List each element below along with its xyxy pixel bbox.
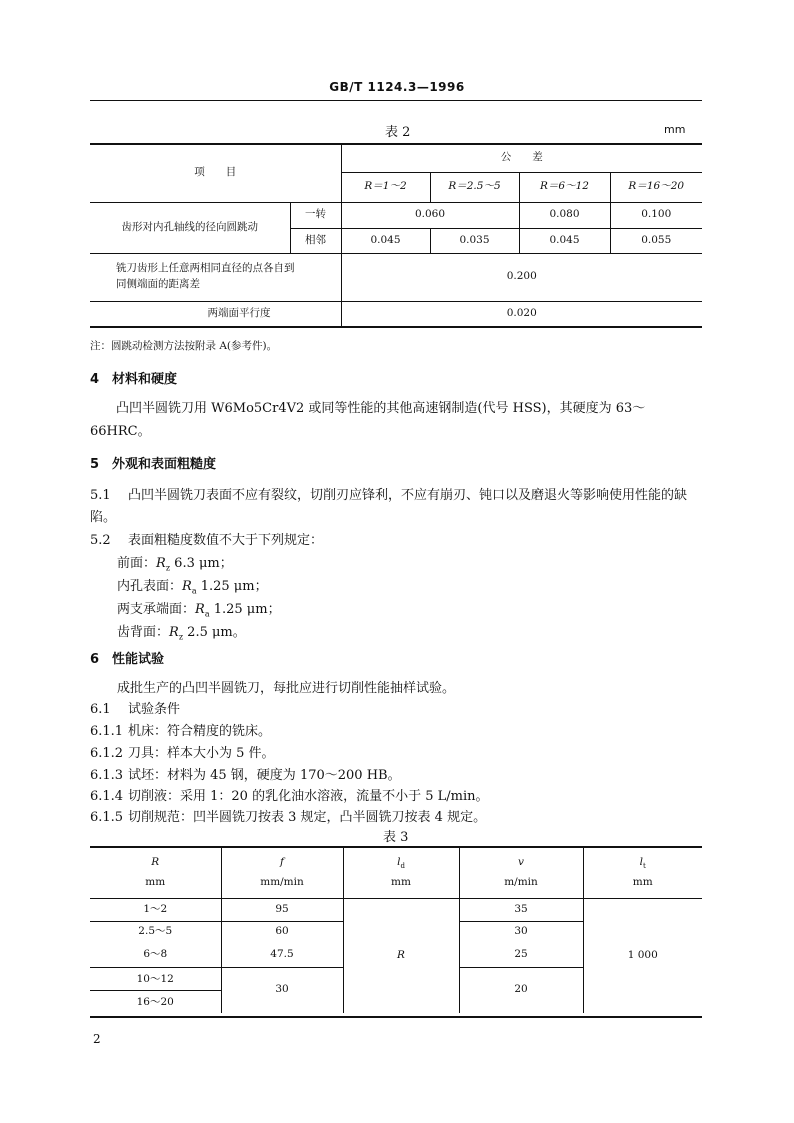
section-title: 外观和表面粗糙度 <box>112 457 217 472</box>
table2-cell: 0.080 <box>519 202 610 228</box>
section-number: 5 <box>90 457 100 472</box>
table2-tolerance-header: 公 差 <box>341 144 702 172</box>
clause-text: 试坯：材料为 45 钢，硬度为 170～200 HB。 <box>128 768 401 783</box>
table2-r-col-2: R＝2.5～5 <box>430 172 519 202</box>
section-title: 材料和硬度 <box>112 372 178 387</box>
table3-col-ld <box>343 847 459 898</box>
clause-number: 6.1.4 <box>90 789 124 804</box>
table2-r-col-3: R＝6～12 <box>519 172 610 202</box>
table3-cell: 30 <box>459 921 583 943</box>
roughness-subscript: a <box>191 586 197 596</box>
roughness-subscript: z <box>165 563 171 573</box>
clause-6-1-5 <box>90 806 486 825</box>
table2-sub-one-turn: 一转 <box>290 202 341 228</box>
clause-6-1-4 <box>90 785 488 804</box>
roughness-name: 齿背面： <box>117 625 170 640</box>
column-unit: mm <box>391 876 411 889</box>
table2-cell: 0.100 <box>610 202 702 228</box>
table2-cell: 0.020 <box>341 301 702 327</box>
table2-item-header: 项 目 <box>90 144 341 202</box>
roughness-value: 6.3 μm； <box>174 556 233 571</box>
table2-radial-runout-label: 齿形对内孔轴线的径向圆跳动 <box>90 202 290 253</box>
table-2 <box>90 143 702 328</box>
table3-cell: 47.5 <box>221 943 343 967</box>
table2-distance-label-line1: 铣刀齿形上任意两相同直径的点各自到 <box>116 262 295 275</box>
table3-cell: 1 000 <box>583 898 702 1013</box>
column-symbol: f <box>280 856 284 868</box>
table3-col-f <box>221 847 343 898</box>
clause-text: 凸凹半圆铣刀表面不应有裂纹，切削刃应锋利，不应有崩刃、钝口以及磨退火等影响使用性能的缺 <box>128 488 688 503</box>
page-number: 2 <box>93 1032 101 1046</box>
table2-cell: 0.060 <box>341 202 519 228</box>
roughness-symbol: R <box>195 602 205 617</box>
table2-unit: mm <box>664 123 686 136</box>
table3-r-pair <box>90 967 221 1013</box>
clause-number: 6.1.5 <box>90 810 124 825</box>
clause-number: 6.1.3 <box>90 768 124 783</box>
section-4-paragraph <box>90 397 702 443</box>
table3-cell: 1～2 <box>90 898 221 921</box>
table2-cell: 0.200 <box>341 253 702 301</box>
clause-text: 切削液：采用 1：20 的乳化油水溶液，流量不小于 5 L/min。 <box>128 789 489 804</box>
column-symbol: R <box>151 856 160 868</box>
clause-6-1-1 <box>90 720 271 739</box>
column-subscript: t <box>643 861 646 870</box>
clause-6-1-3 <box>90 764 401 783</box>
clause-5-2 <box>90 529 323 548</box>
roughness-value: 1.25 μm； <box>200 579 268 594</box>
roughness-symbol: R <box>156 556 166 571</box>
roughness-symbol: R <box>169 625 179 640</box>
table2-cell: 0.045 <box>341 228 430 253</box>
table2-r-col-1: R＝1～2 <box>341 172 430 202</box>
table3-caption: 表 3 <box>383 830 409 845</box>
section-6-intro: 成批生产的凸凹半圆铣刀，每批应进行切削性能抽样试验。 <box>117 681 456 696</box>
table3-cell: 16～20 <box>136 995 174 1008</box>
clause-text: 刀具：样本大小为 5 件。 <box>128 746 275 761</box>
paragraph-line: 凸凹半圆铣刀用 W6Mo5Cr4V2 或同等性能的其他高速钢制造(代号 HSS)，其硬度为 63～ <box>116 401 646 416</box>
clause-5-1 <box>90 484 687 503</box>
table-3 <box>90 846 702 1013</box>
table3-cell: 20 <box>459 967 583 1013</box>
roughness-name: 两支承端面： <box>117 602 196 617</box>
roughness-subscript: a <box>204 609 210 619</box>
column-symbol: l <box>639 855 644 868</box>
table2-sub-adjacent: 相邻 <box>290 228 341 253</box>
table2-note: 注：圆跳动检测方法按附录 A(参考件)。 <box>90 340 278 352</box>
table2-distance-label <box>90 253 341 301</box>
table3-cell: 95 <box>221 898 343 921</box>
table3-col-v <box>459 847 583 898</box>
table2-distance-label-line2: 同侧端面的距离差 <box>116 278 200 290</box>
column-symbol: l <box>397 855 401 868</box>
roughness-item <box>117 598 281 619</box>
column-unit: mm <box>145 875 166 888</box>
paragraph-line: 66HRC。 <box>90 424 151 439</box>
roughness-value: 1.25 μm； <box>213 602 281 617</box>
table3-bottom-rule <box>90 1016 702 1018</box>
table3-cell: 35 <box>459 898 583 921</box>
table3-cell: 30 <box>221 967 343 1013</box>
header-rule <box>90 100 702 101</box>
table2-cell: 0.035 <box>430 228 519 253</box>
roughness-item <box>117 552 233 573</box>
table3-cell: 6～8 <box>143 947 168 960</box>
clause-text: 试验条件 <box>128 702 181 717</box>
roughness-value: 2.5 μm。 <box>187 625 246 640</box>
roughness-subscript: z <box>178 632 184 642</box>
column-unit: mm/min <box>260 875 304 888</box>
section-6-heading <box>90 648 164 667</box>
table3-cell: 10～12 <box>90 968 221 991</box>
clause-number: 6.1 <box>90 702 111 717</box>
section-title: 性能试验 <box>112 652 165 667</box>
clause-6-1-2 <box>90 742 275 761</box>
table2-cell: 0.045 <box>519 228 610 253</box>
table2-caption: 表 2 <box>385 125 411 140</box>
clause-text: 机床：符合精度的铣床。 <box>128 724 272 739</box>
table3-col-lt <box>583 847 702 898</box>
clause-number: 6.1.1 <box>90 724 124 739</box>
column-subscript: d <box>400 861 405 870</box>
table2-cell: 0.055 <box>610 228 702 253</box>
table2-parallelism-label: 两端面平行度 <box>90 301 341 327</box>
column-unit: mm <box>632 876 653 889</box>
clause-number: 6.1.2 <box>90 746 124 761</box>
clause-number: 5.1 <box>90 488 111 503</box>
clause-5-1-continued: 陷。 <box>90 510 117 525</box>
section-number: 6 <box>90 652 100 667</box>
table3-cell: 2.5～5 <box>90 921 221 943</box>
table2-r-col-4: R＝16～20 <box>610 172 702 202</box>
section-5-heading <box>90 453 216 472</box>
column-unit: m/min <box>504 875 538 888</box>
roughness-item <box>117 621 246 642</box>
table3-col-r <box>90 847 221 898</box>
clause-text: 表面粗糙度数值不大于下列规定： <box>128 533 324 548</box>
standard-header: GB/T 1124.3—1996 <box>329 80 465 94</box>
roughness-name: 内孔表面： <box>117 579 183 594</box>
table3-cell: R <box>343 898 459 1013</box>
table3-cell: 60 <box>221 921 343 943</box>
clause-number: 5.2 <box>90 533 111 548</box>
roughness-name: 前面： <box>117 556 157 571</box>
clause-6-1 <box>90 698 180 717</box>
column-symbol: v <box>518 856 524 868</box>
table3-cell: 25 <box>459 943 583 967</box>
roughness-item <box>117 575 268 596</box>
clause-text: 切削规范：凹半圆铣刀按表 3 规定，凸半圆铣刀按表 4 规定。 <box>128 810 487 825</box>
roughness-symbol: R <box>182 579 192 594</box>
section-number: 4 <box>90 372 100 387</box>
section-4-heading <box>90 368 177 387</box>
